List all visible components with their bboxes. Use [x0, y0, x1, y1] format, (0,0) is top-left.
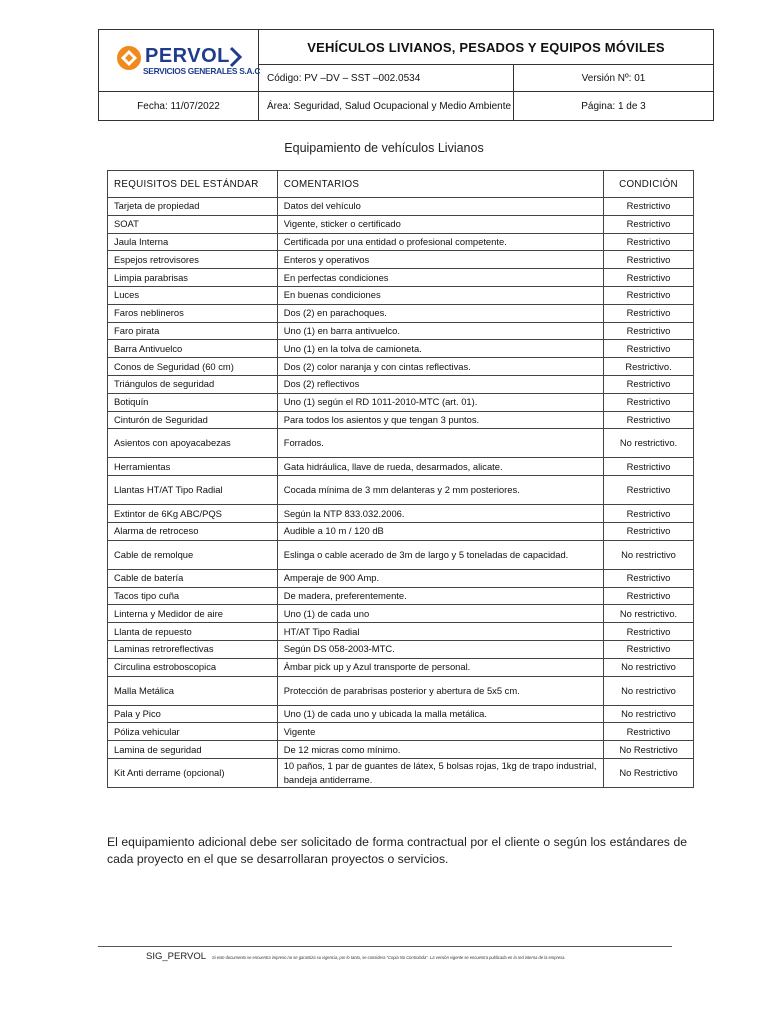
- table-header-row: [108, 171, 694, 198]
- condicion-cell: No restrictivo: [604, 705, 694, 723]
- company-logo: [115, 44, 261, 78]
- condicion-cell: Restrictivo: [604, 304, 694, 322]
- requisito-cell: Faros neblineros: [108, 304, 278, 322]
- table-row: [108, 658, 694, 676]
- requisito-cell: Extintor de 6Kg ABC/PQS: [108, 505, 278, 523]
- footer-signature: SIG_PERVOL: [146, 951, 207, 962]
- requisito-cell: Alarma de retroceso: [108, 522, 278, 540]
- comentario-cell: De 12 micras como mínimo.: [277, 741, 603, 759]
- condicion-cell: Restrictivo: [604, 215, 694, 233]
- condicion-cell: Restrictivo: [604, 286, 694, 304]
- table-row: [108, 476, 694, 505]
- comentario-cell: Uno (1) en la tolva de camioneta.: [277, 340, 603, 358]
- condicion-cell: Restrictivo: [604, 269, 694, 287]
- condicion-cell: Restrictivo: [604, 640, 694, 658]
- table-row: [108, 640, 694, 658]
- requisito-cell: Cable de remolque: [108, 540, 278, 569]
- requisito-cell: Tacos tipo cuña: [108, 587, 278, 605]
- table-row: [108, 522, 694, 540]
- requisito-cell: Botiquín: [108, 393, 278, 411]
- comentario-cell: Vigente, sticker o certificado: [277, 215, 603, 233]
- condicion-cell: No Restrictivo: [604, 741, 694, 759]
- requisito-cell: Barra Antivuelco: [108, 340, 278, 358]
- table-row: [108, 741, 694, 759]
- comentario-cell: En buenas condiciones: [277, 286, 603, 304]
- requisito-cell: Herramientas: [108, 458, 278, 476]
- condicion-cell: No restrictivo: [604, 658, 694, 676]
- comentario-cell: En perfectas condiciones: [277, 269, 603, 287]
- requisito-cell: Asientos con apoyacabezas: [108, 429, 278, 458]
- requisito-cell: Cable de batería: [108, 569, 278, 587]
- requisito-cell: Pala y Pico: [108, 705, 278, 723]
- comentario-cell: Uno (1) en barra antivuelco.: [277, 322, 603, 340]
- condicion-cell: Restrictivo: [604, 458, 694, 476]
- table-row: [108, 569, 694, 587]
- condicion-cell: Restrictivo: [604, 522, 694, 540]
- table-row: [108, 375, 694, 393]
- condicion-cell: Restrictivo: [604, 505, 694, 523]
- table-row: [108, 676, 694, 705]
- condicion-cell: Restrictivo: [604, 411, 694, 429]
- comentario-cell: Forrados.: [277, 429, 603, 458]
- condicion-cell: Restrictivo: [604, 723, 694, 741]
- footer-disclaimer: Si este documento se encuentra impreso no se garantiza su vigencia, por lo tanto, se considera "Copia No Controlada". La versión vigente se encuentra publicada en la red interna de la empresa.: [212, 955, 566, 960]
- table-row: [108, 358, 694, 376]
- table-row: [108, 251, 694, 269]
- table-row: [108, 304, 694, 322]
- condicion-cell: Restrictivo: [604, 322, 694, 340]
- document-header: [98, 29, 714, 121]
- table-row: [108, 215, 694, 233]
- comentario-cell: Certificada por una entidad o profesional competente.: [277, 233, 603, 251]
- requirements-table: [107, 170, 694, 788]
- comentario-cell: HT/AT Tipo Radial: [277, 623, 603, 641]
- requisito-cell: Malla Metálica: [108, 676, 278, 705]
- comentario-cell: Datos del vehículo: [277, 198, 603, 216]
- logo-arrow-icon: [229, 46, 243, 68]
- requisito-cell: Cinturón de Seguridad: [108, 411, 278, 429]
- additional-equipment-note: El equipamiento adicional debe ser solicitado de forma contractual por el cliente o según los estándares de cada proyecto en el que se desarrollaran proyectos o servicios.: [107, 835, 687, 866]
- table-row: [108, 458, 694, 476]
- table-row: [108, 587, 694, 605]
- comentario-cell: Según la NTP 833.032.2006.: [277, 505, 603, 523]
- requisito-cell: Llantas HT/AT Tipo Radial: [108, 476, 278, 505]
- requisito-cell: Kit Anti derrame (opcional): [108, 758, 278, 787]
- logo-cell: [99, 30, 259, 92]
- logo-emblem-icon: [115, 44, 145, 74]
- condicion-cell: No restrictivo: [604, 676, 694, 705]
- condicion-cell: No Restrictivo: [604, 758, 694, 787]
- comentario-cell: Uno (1) según el RD 1011-2010-MTC (art. 01).: [277, 393, 603, 411]
- table-row: [108, 269, 694, 287]
- table-row: [108, 705, 694, 723]
- table-row: [108, 723, 694, 741]
- condicion-cell: Restrictivo: [604, 393, 694, 411]
- comentario-cell: De madera, preferentemente.: [277, 587, 603, 605]
- condicion-cell: Restrictivo: [604, 569, 694, 587]
- requisito-cell: Jaula Interna: [108, 233, 278, 251]
- requisito-cell: Lamina de seguridad: [108, 741, 278, 759]
- comentario-cell: Para todos los asientos y que tengan 3 puntos.: [277, 411, 603, 429]
- comentario-cell: Dos (2) en parachoques.: [277, 304, 603, 322]
- document-version: Versión Nº: 01: [514, 65, 713, 92]
- requisito-cell: Póliza vehicular: [108, 723, 278, 741]
- requisito-cell: Laminas retroreflectivas: [108, 640, 278, 658]
- comentario-cell: Vigente: [277, 723, 603, 741]
- condicion-cell: Restrictivo: [604, 251, 694, 269]
- requisito-cell: SOAT: [108, 215, 278, 233]
- document-area: Área: Seguridad, Salud Ocupacional y Medio Ambiente: [259, 92, 514, 120]
- condicion-cell: Restrictivo: [604, 623, 694, 641]
- comentario-cell: Uno (1) de cada uno y ubicada la malla metálica.: [277, 705, 603, 723]
- table-row: [108, 540, 694, 569]
- condicion-cell: Restrictivo: [604, 340, 694, 358]
- column-header-condicion: CONDICIÓN: [604, 171, 694, 198]
- condicion-cell: No restrictivo.: [604, 429, 694, 458]
- comentario-cell: Amperaje de 900 Amp.: [277, 569, 603, 587]
- logo-sub-text: SERVICIOS GENERALES S.A.C: [143, 66, 261, 76]
- condicion-cell: Restrictivo: [604, 587, 694, 605]
- comentario-cell: Dos (2) reflectivos: [277, 375, 603, 393]
- comentario-cell: Protección de parabrisas posterior y abertura de 5x5 cm.: [277, 676, 603, 705]
- document-title-cell: VEHÍCULOS LIVIANOS, PESADOS Y EQUIPOS MÓVILES: [259, 30, 713, 65]
- comentario-cell: Cocada mínima de 3 mm delanteras y 2 mm posteriores.: [277, 476, 603, 505]
- comentario-cell: Ámbar pick up y Azul transporte de personal.: [277, 658, 603, 676]
- column-header-comentarios: COMENTARIOS: [277, 171, 603, 198]
- table-row: [108, 286, 694, 304]
- requisito-cell: Circulina estroboscopica: [108, 658, 278, 676]
- requisito-cell: Limpia parabrisas: [108, 269, 278, 287]
- table-row: [108, 605, 694, 623]
- condicion-cell: No restrictivo.: [604, 605, 694, 623]
- table-row: [108, 340, 694, 358]
- comentario-cell: Dos (2) color naranja y con cintas reflectivas.: [277, 358, 603, 376]
- table-row: [108, 429, 694, 458]
- comentario-cell: Uno (1) de cada uno: [277, 605, 603, 623]
- section-title: Equipamiento de vehículos Livianos: [284, 141, 484, 155]
- condicion-cell: Restrictivo: [604, 198, 694, 216]
- comentario-cell: Gata hidráulica, llave de rueda, desarmados, alicate.: [277, 458, 603, 476]
- footer-divider: [98, 946, 672, 947]
- requisito-cell: Linterna y Medidor de aire: [108, 605, 278, 623]
- requisito-cell: Luces: [108, 286, 278, 304]
- table-row: [108, 623, 694, 641]
- table-row: [108, 233, 694, 251]
- comentario-cell: Audible a 10 m / 120 dB: [277, 522, 603, 540]
- requisito-cell: Faro pirata: [108, 322, 278, 340]
- condicion-cell: Restrictivo: [604, 375, 694, 393]
- comentario-cell: Enteros y operativos: [277, 251, 603, 269]
- condicion-cell: Restrictivo: [604, 233, 694, 251]
- requisito-cell: Triángulos de seguridad: [108, 375, 278, 393]
- requisito-cell: Conos de Seguridad (60 cm): [108, 358, 278, 376]
- condicion-cell: Restrictivo: [604, 476, 694, 505]
- requisito-cell: Llanta de repuesto: [108, 623, 278, 641]
- table-row: [108, 411, 694, 429]
- comentario-cell: Eslinga o cable acerado de 3m de largo y 5 toneladas de capacidad.: [277, 540, 603, 569]
- requisito-cell: Espejos retrovisores: [108, 251, 278, 269]
- table-row: [108, 393, 694, 411]
- page-number: Página: 1 de 3: [581, 100, 646, 112]
- table-row: [108, 505, 694, 523]
- table-row: [108, 198, 694, 216]
- logo-brand-text: PERVOL: [145, 45, 230, 67]
- document-date: Fecha: 11/07/2022: [99, 92, 259, 120]
- table-row: [108, 322, 694, 340]
- condicion-cell: No restrictivo: [604, 540, 694, 569]
- condicion-cell: Restrictivo.: [604, 358, 694, 376]
- column-header-requisitos: REQUISITOS DEL ESTÁNDAR: [108, 171, 278, 198]
- requisito-cell: Tarjeta de propiedad: [108, 198, 278, 216]
- comentario-cell: 10 paños, 1 par de guantes de látex, 5 bolsas rojas, 1kg de trapo industrial, bandeja antiderrame.: [277, 758, 603, 787]
- comentario-cell: Según DS 058-2003-MTC.: [277, 640, 603, 658]
- document-code: Código: PV –DV – SST –002.0534: [259, 65, 514, 92]
- table-row: [108, 758, 694, 787]
